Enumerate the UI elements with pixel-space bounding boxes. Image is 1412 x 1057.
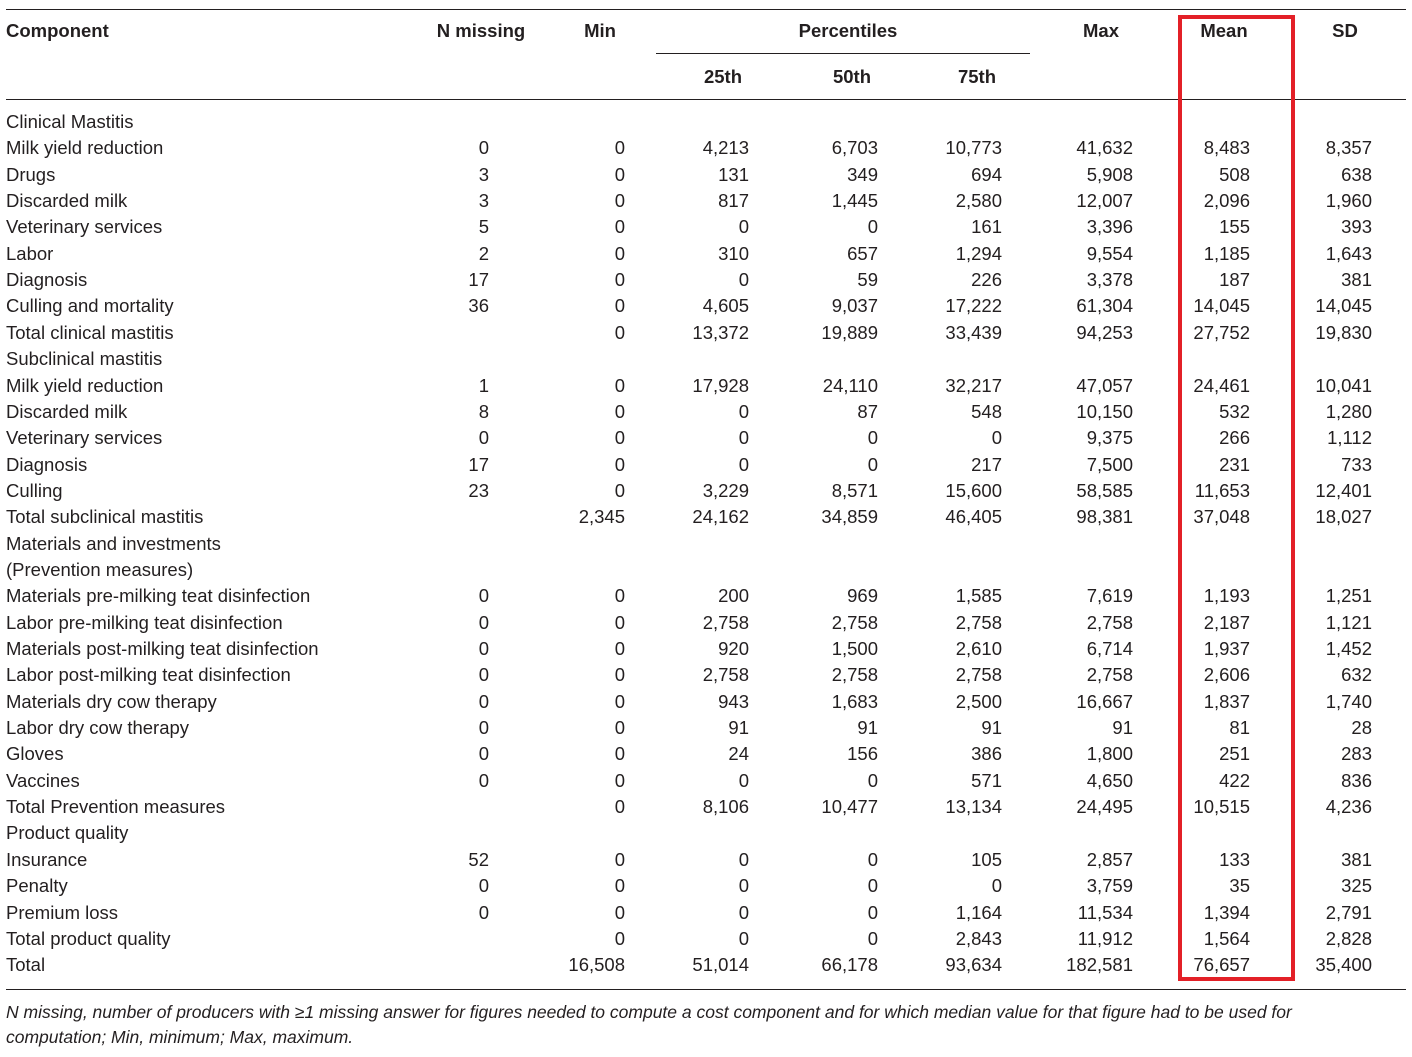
header-n-missing: N missing xyxy=(436,20,526,41)
header-min: Min xyxy=(584,20,616,41)
cell-max: 7,619 xyxy=(1086,585,1133,606)
cell-p75: 386 xyxy=(971,743,1002,764)
row-label: Total subclinical mastitis xyxy=(6,506,204,527)
cell-max: 11,912 xyxy=(1077,928,1133,949)
cell-n-missing: 0 xyxy=(478,875,489,896)
cell-min: 0 xyxy=(614,295,625,316)
cell-n-missing: 17 xyxy=(468,454,489,475)
cell-min: 0 xyxy=(614,612,625,633)
cell-p50: 91 xyxy=(857,717,878,738)
row-label: Product quality xyxy=(6,822,129,843)
cell-p25: 0 xyxy=(738,875,749,896)
cell-mean: 2,187 xyxy=(1203,612,1250,633)
cell-max: 2,857 xyxy=(1086,849,1133,870)
cell-p75: 33,439 xyxy=(945,322,1002,343)
cell-mean: 2,606 xyxy=(1203,664,1250,685)
cell-n-missing: 5 xyxy=(478,216,489,237)
header-max: Max xyxy=(1083,20,1119,41)
mean-column-highlight-box xyxy=(1178,15,1295,981)
cell-mean: 1,193 xyxy=(1203,585,1250,606)
cell-n-missing: 0 xyxy=(478,664,489,685)
cell-n-missing: 36 xyxy=(468,295,489,316)
percentiles-rule xyxy=(656,53,1030,54)
row-label: Subclinical mastitis xyxy=(6,348,163,369)
cell-p25: 0 xyxy=(738,454,749,475)
cell-min: 0 xyxy=(614,401,625,422)
row-label: Premium loss xyxy=(6,902,119,923)
cell-mean: 422 xyxy=(1219,770,1250,791)
row-label: Vaccines xyxy=(6,770,80,791)
cell-n-missing: 0 xyxy=(478,585,489,606)
row-label: Gloves xyxy=(6,743,64,764)
cell-max: 41,632 xyxy=(1076,137,1133,158)
row-label: Labor dry cow therapy xyxy=(6,717,190,738)
cell-p75: 46,405 xyxy=(945,506,1002,527)
cell-p75: 1,294 xyxy=(955,243,1002,264)
header-sd: SD xyxy=(1332,20,1358,41)
cell-max: 5,908 xyxy=(1086,164,1133,185)
cell-min: 0 xyxy=(614,743,625,764)
cell-p25: 0 xyxy=(738,401,749,422)
cell-min: 0 xyxy=(614,164,625,185)
row-label: Labor post-milking teat disinfection xyxy=(6,664,291,685)
cell-sd: 1,643 xyxy=(1325,243,1372,264)
cell-mean: 508 xyxy=(1219,164,1250,185)
cell-n-missing: 23 xyxy=(468,480,489,501)
cell-max: 6,714 xyxy=(1086,638,1133,659)
row-label: Materials post-milking teat disinfection xyxy=(6,638,319,659)
cell-p50: 0 xyxy=(867,928,878,949)
row-label: Culling xyxy=(6,480,63,501)
cell-max: 182,581 xyxy=(1066,954,1133,975)
row-label: Labor xyxy=(6,243,54,264)
cell-p50: 0 xyxy=(867,454,878,475)
cell-p75: 15,600 xyxy=(945,480,1002,501)
header-mean: Mean xyxy=(1200,20,1248,41)
cell-p75: 1,164 xyxy=(955,902,1002,923)
cell-p50: 87 xyxy=(857,401,878,422)
cell-sd: 1,251 xyxy=(1325,585,1372,606)
cell-n-missing: 3 xyxy=(478,190,489,211)
cell-mean: 251 xyxy=(1219,743,1250,764)
cell-sd: 283 xyxy=(1341,743,1372,764)
cell-sd: 1,121 xyxy=(1325,612,1372,633)
cell-p25: 0 xyxy=(738,216,749,237)
cell-max: 4,650 xyxy=(1086,770,1133,791)
cell-max: 2,758 xyxy=(1086,664,1133,685)
cell-p25: 817 xyxy=(718,190,749,211)
cell-p75: 2,758 xyxy=(955,612,1002,633)
cell-max: 2,758 xyxy=(1086,612,1133,633)
table-footnote: N missing, number of producers with ≥1 missing answer for figures needed to compute a cost component and for which median value for that figure had to be used for computation; Min, minimum; Max, maximum. xyxy=(6,1002,1292,1047)
cell-sd: 325 xyxy=(1341,875,1372,896)
cell-min: 0 xyxy=(614,216,625,237)
cell-sd: 14,045 xyxy=(1315,295,1372,316)
cell-max: 98,381 xyxy=(1076,506,1133,527)
cell-p25: 131 xyxy=(718,164,749,185)
cell-p25: 2,758 xyxy=(702,664,749,685)
cell-n-missing: 0 xyxy=(478,717,489,738)
cell-mean: 1,394 xyxy=(1203,902,1250,923)
row-label: Drugs xyxy=(6,164,56,185)
row-label: Insurance xyxy=(6,849,88,870)
cell-p50: 24,110 xyxy=(822,375,878,396)
row-label: Total Prevention measures xyxy=(6,796,226,817)
cell-p50: 66,178 xyxy=(821,954,878,975)
row-label: Discarded milk xyxy=(6,401,128,422)
row-label: Discarded milk xyxy=(6,190,128,211)
cell-min: 0 xyxy=(614,849,625,870)
cell-p25: 943 xyxy=(718,691,749,712)
cell-min: 0 xyxy=(614,427,625,448)
cell-min: 0 xyxy=(614,137,625,158)
cell-n-missing: 0 xyxy=(478,770,489,791)
cell-sd: 2,791 xyxy=(1325,902,1372,923)
cell-p25: 24 xyxy=(728,743,749,764)
cell-mean: 2,096 xyxy=(1203,190,1250,211)
cell-p50: 969 xyxy=(847,585,878,606)
cell-mean: 1,837 xyxy=(1203,691,1250,712)
cell-p25: 17,928 xyxy=(692,375,749,396)
cell-mean: 10,515 xyxy=(1193,796,1250,817)
header-p25: 25th xyxy=(703,66,743,87)
cell-mean: 266 xyxy=(1219,427,1250,448)
cell-p50: 6,703 xyxy=(831,137,878,158)
header-p50: 50th xyxy=(832,66,872,87)
cell-n-missing: 8 xyxy=(478,401,489,422)
cell-p75: 2,610 xyxy=(955,638,1002,659)
cell-sd: 2,828 xyxy=(1325,928,1372,949)
cell-p75: 0 xyxy=(991,875,1002,896)
header-p75: 75th xyxy=(957,66,997,87)
cell-max: 9,554 xyxy=(1086,243,1133,264)
row-label: Milk yield reduction xyxy=(6,375,164,396)
cell-p25: 3,229 xyxy=(702,480,749,501)
cell-min: 0 xyxy=(614,190,625,211)
cell-min: 0 xyxy=(614,691,625,712)
cell-p75: 91 xyxy=(981,717,1002,738)
cell-p25: 0 xyxy=(738,928,749,949)
cell-p50: 9,037 xyxy=(831,295,878,316)
cell-max: 61,304 xyxy=(1076,295,1133,316)
cell-max: 16,667 xyxy=(1076,691,1133,712)
cell-p75: 32,217 xyxy=(945,375,1002,396)
row-label: Penalty xyxy=(6,875,68,896)
cell-p25: 920 xyxy=(718,638,749,659)
cell-p25: 91 xyxy=(728,717,749,738)
cell-p75: 105 xyxy=(971,849,1002,870)
cell-p25: 2,758 xyxy=(702,612,749,633)
cell-n-missing: 3 xyxy=(478,164,489,185)
cell-mean: 1,185 xyxy=(1203,243,1250,264)
cell-sd: 18,027 xyxy=(1315,506,1372,527)
cell-sd: 393 xyxy=(1341,216,1372,237)
cell-p25: 0 xyxy=(738,770,749,791)
row-label: Labor pre-milking teat disinfection xyxy=(6,612,283,633)
cell-n-missing: 0 xyxy=(478,427,489,448)
row-label: (Prevention measures) xyxy=(6,559,194,580)
cell-min: 0 xyxy=(614,480,625,501)
cell-min: 0 xyxy=(614,770,625,791)
cell-max: 7,500 xyxy=(1086,454,1133,475)
cell-p50: 156 xyxy=(847,743,878,764)
cell-p50: 0 xyxy=(867,770,878,791)
cell-p75: 1,585 xyxy=(955,585,1002,606)
row-label: Total xyxy=(6,954,46,975)
cell-sd: 381 xyxy=(1341,849,1372,870)
cell-mean: 133 xyxy=(1219,849,1250,870)
cell-sd: 8,357 xyxy=(1325,137,1372,158)
cell-min: 2,345 xyxy=(578,506,625,527)
cell-p25: 8,106 xyxy=(702,796,749,817)
cell-min: 0 xyxy=(614,902,625,923)
cell-n-missing: 2 xyxy=(478,243,489,264)
cell-mean: 231 xyxy=(1219,454,1250,475)
cell-mean: 155 xyxy=(1219,216,1250,237)
cell-p75: 13,134 xyxy=(945,796,1002,817)
cell-max: 3,396 xyxy=(1086,216,1133,237)
cell-n-missing: 17 xyxy=(468,269,489,290)
row-label: Culling and mortality xyxy=(6,295,174,316)
cell-p75: 2,843 xyxy=(955,928,1002,949)
row-label: Total product quality xyxy=(6,928,171,949)
cell-sd: 638 xyxy=(1341,164,1372,185)
cell-p50: 10,477 xyxy=(821,796,878,817)
cell-sd: 1,112 xyxy=(1327,427,1372,448)
cell-sd: 1,740 xyxy=(1325,691,1372,712)
cell-max: 3,759 xyxy=(1086,875,1133,896)
cell-max: 12,007 xyxy=(1076,190,1133,211)
cell-p25: 200 xyxy=(718,585,749,606)
cell-min: 0 xyxy=(614,375,625,396)
cell-p50: 0 xyxy=(867,427,878,448)
cell-min: 16,508 xyxy=(568,954,625,975)
row-label: Veterinary services xyxy=(6,216,163,237)
cell-p50: 19,889 xyxy=(821,322,878,343)
cell-p25: 0 xyxy=(738,427,749,448)
cell-min: 0 xyxy=(614,928,625,949)
cell-p50: 349 xyxy=(847,164,878,185)
cell-sd: 1,280 xyxy=(1325,401,1372,422)
header-percentiles: Percentiles xyxy=(798,20,898,41)
cell-sd: 1,452 xyxy=(1325,638,1372,659)
cell-p25: 0 xyxy=(738,849,749,870)
row-label: Clinical Mastitis xyxy=(6,111,134,132)
top-rule xyxy=(6,9,1406,10)
cell-mean: 11,653 xyxy=(1194,480,1250,501)
cell-p75: 548 xyxy=(971,401,1002,422)
cell-max: 10,150 xyxy=(1076,401,1133,422)
cell-max: 94,253 xyxy=(1076,322,1133,343)
cell-sd: 4,236 xyxy=(1325,796,1372,817)
bottom-rule xyxy=(6,989,1406,990)
cell-mean: 1,564 xyxy=(1203,928,1250,949)
cell-min: 0 xyxy=(614,269,625,290)
cell-mean: 1,937 xyxy=(1203,638,1250,659)
cell-min: 0 xyxy=(614,243,625,264)
cell-max: 11,534 xyxy=(1077,902,1133,923)
row-label: Materials and investments xyxy=(6,533,221,554)
cell-n-missing: 0 xyxy=(478,691,489,712)
cell-sd: 836 xyxy=(1341,770,1372,791)
cell-p25: 4,605 xyxy=(702,295,749,316)
cell-p75: 161 xyxy=(971,216,1002,237)
cell-p50: 0 xyxy=(867,902,878,923)
cell-p75: 2,580 xyxy=(955,190,1002,211)
cell-max: 9,375 xyxy=(1086,427,1133,448)
cell-p50: 2,758 xyxy=(831,664,878,685)
cell-mean: 24,461 xyxy=(1193,375,1250,396)
cell-n-missing: 52 xyxy=(468,849,489,870)
cell-mean: 8,483 xyxy=(1203,137,1250,158)
cell-min: 0 xyxy=(614,638,625,659)
cell-mean: 532 xyxy=(1219,401,1250,422)
cell-n-missing: 0 xyxy=(478,638,489,659)
cell-n-missing: 0 xyxy=(478,137,489,158)
cell-p50: 1,500 xyxy=(831,638,878,659)
cell-p75: 10,773 xyxy=(945,137,1002,158)
row-label: Materials pre-milking teat disinfection xyxy=(6,585,311,606)
cell-n-missing: 0 xyxy=(478,743,489,764)
row-label: Total clinical mastitis xyxy=(6,322,174,343)
cell-p25: 0 xyxy=(738,902,749,923)
cell-min: 0 xyxy=(614,664,625,685)
cell-p25: 24,162 xyxy=(692,506,749,527)
cell-p75: 226 xyxy=(971,269,1002,290)
cell-sd: 381 xyxy=(1341,269,1372,290)
cell-p50: 0 xyxy=(867,216,878,237)
row-label: Diagnosis xyxy=(6,454,88,475)
cell-sd: 733 xyxy=(1341,454,1372,475)
header-component: Component xyxy=(6,20,109,41)
cell-max: 58,585 xyxy=(1076,480,1133,501)
cell-sd: 1,960 xyxy=(1325,190,1372,211)
cell-p25: 4,213 xyxy=(702,137,749,158)
cell-p75: 694 xyxy=(971,164,1002,185)
cell-min: 0 xyxy=(614,585,625,606)
cell-sd: 28 xyxy=(1351,717,1372,738)
cell-p75: 217 xyxy=(971,454,1002,475)
cell-mean: 35 xyxy=(1229,875,1250,896)
cell-mean: 76,657 xyxy=(1193,954,1250,975)
cell-sd: 19,830 xyxy=(1315,322,1372,343)
cell-sd: 632 xyxy=(1341,664,1372,685)
cell-max: 91 xyxy=(1112,717,1133,738)
cell-mean: 37,048 xyxy=(1193,506,1250,527)
cell-p25: 51,014 xyxy=(692,954,749,975)
cell-p50: 59 xyxy=(857,269,878,290)
cell-sd: 35,400 xyxy=(1315,954,1372,975)
cell-p25: 310 xyxy=(718,243,749,264)
cell-mean: 81 xyxy=(1229,717,1250,738)
cell-p75: 571 xyxy=(971,770,1002,791)
cell-p75: 0 xyxy=(991,427,1002,448)
cell-p50: 34,859 xyxy=(821,506,878,527)
cell-max: 47,057 xyxy=(1076,375,1133,396)
cell-p25: 13,372 xyxy=(692,322,749,343)
cell-n-missing: 0 xyxy=(478,612,489,633)
cell-n-missing: 0 xyxy=(478,902,489,923)
cell-mean: 14,045 xyxy=(1193,295,1250,316)
cell-min: 0 xyxy=(614,454,625,475)
cell-p25: 0 xyxy=(738,269,749,290)
row-label: Materials dry cow therapy xyxy=(6,691,217,712)
row-label: Milk yield reduction xyxy=(6,137,164,158)
cell-p75: 2,500 xyxy=(955,691,1002,712)
cell-p75: 93,634 xyxy=(945,954,1002,975)
cell-p50: 2,758 xyxy=(831,612,878,633)
cell-min: 0 xyxy=(614,322,625,343)
cell-p75: 17,222 xyxy=(945,295,1002,316)
cell-max: 24,495 xyxy=(1076,796,1133,817)
cell-min: 0 xyxy=(614,796,625,817)
cell-p50: 0 xyxy=(867,875,878,896)
row-label: Veterinary services xyxy=(6,427,163,448)
cell-min: 0 xyxy=(614,875,625,896)
cell-sd: 12,401 xyxy=(1315,480,1372,501)
cell-sd: 10,041 xyxy=(1315,375,1372,396)
cell-mean: 187 xyxy=(1219,269,1250,290)
cell-max: 3,378 xyxy=(1086,269,1133,290)
cell-p50: 8,571 xyxy=(831,480,878,501)
cell-p50: 1,683 xyxy=(831,691,878,712)
cell-p50: 1,445 xyxy=(831,190,878,211)
cell-min: 0 xyxy=(614,717,625,738)
row-label: Diagnosis xyxy=(6,269,88,290)
cell-p50: 657 xyxy=(847,243,878,264)
cell-p50: 0 xyxy=(867,849,878,870)
cell-n-missing: 1 xyxy=(478,375,489,396)
cell-p75: 2,758 xyxy=(955,664,1002,685)
cell-max: 1,800 xyxy=(1086,743,1133,764)
cell-mean: 27,752 xyxy=(1193,322,1250,343)
